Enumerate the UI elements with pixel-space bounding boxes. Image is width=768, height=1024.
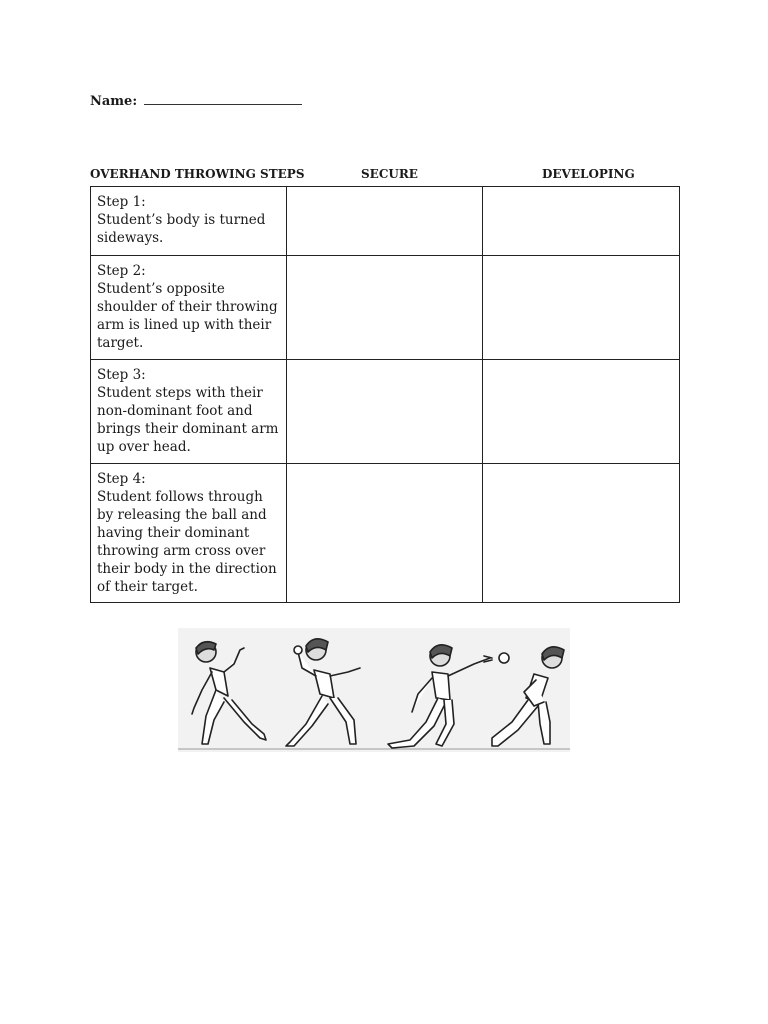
table-row [91,360,680,464]
table-row [91,187,680,256]
step-description: Student steps with their non-dominant foot and brings their dominant arm up over head. [97,385,279,455]
name-field[interactable] [90,92,302,109]
table-row [91,464,680,603]
step-cell [91,464,287,603]
secure-cell[interactable] [287,464,483,603]
step-title: Step 2: [97,263,146,279]
step-title: Step 4: [97,471,146,487]
step-description: Student’s opposite shoulder of their throwing arm is lined up with their target. [97,281,278,351]
secure-cell[interactable] [287,360,483,464]
developing-cell[interactable] [483,464,680,603]
rubric-table [90,186,680,603]
header-steps: OVERHAND THROWING STEPS [90,167,305,181]
developing-cell[interactable] [483,360,680,464]
step-cell [91,256,287,360]
secure-cell[interactable] [287,187,483,256]
step-title: Step 1: [97,194,146,210]
name-label: Name: [90,94,138,109]
header-developing: DEVELOPING [542,167,635,181]
step-description: Student follows through by releasing the ball and having their dominant throwing arm cross over their body in the direction of their target. [97,489,277,595]
step-description: Student’s body is turned sideways. [97,212,266,246]
developing-cell[interactable] [483,256,680,360]
step-title: Step 3: [97,367,146,383]
table-row [91,256,680,360]
step-cell [91,360,287,464]
overhand-throw-sequence-illustration [178,628,570,752]
developing-cell[interactable] [483,187,680,256]
name-blank-line[interactable] [144,92,302,105]
step-cell [91,187,287,256]
secure-cell[interactable] [287,256,483,360]
rubric-headers [90,167,678,183]
header-secure: SECURE [361,167,418,181]
